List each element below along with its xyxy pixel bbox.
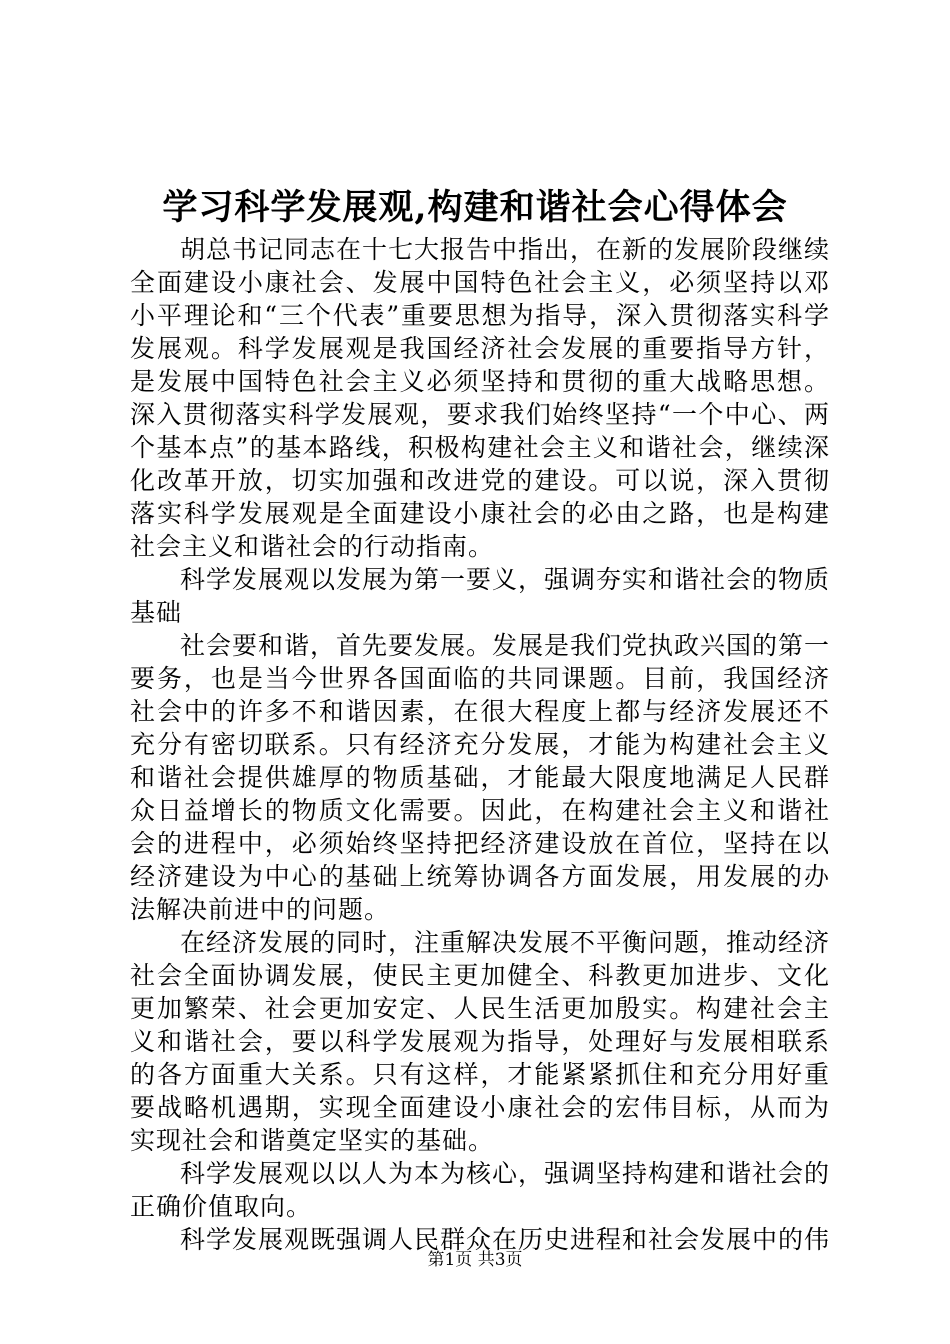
document-title: 学习科学发展观,构建和谐社会心得体会 (162, 187, 788, 228)
paragraph: 科学发展观既强调人民群众在历史进程和社会发展中的伟 (180, 1225, 831, 1254)
page-footer: 第1页 共3页 (427, 1250, 523, 1270)
paragraph: 在经济发展的同时，注重解决发展不平衡问题，推动经济社会全面协调发展，使民主更加健全、科教更加进步、文化更加繁荣、社会更加安定、人民生活更加殷实。构建社会主义和谐社会，要以科学发展观为指导，处理好与发展相联系的各方面重大关系。只有这样，才能紧紧抓住和充分用好重要战略机遇期，实现全面建设小康社会的宏伟目标，从而为实现社会和谐奠定坚实的基础。 (130, 928, 831, 1155)
paragraph: 胡总书记同志在十七大报告中指出，在新的发展阶段继续全面建设小康社会、发展中国特色社会主义，必须坚持以邓小平理论和“三个代表”重要思想为指导，深入贯彻落实科学发展观。科学发展观是我国经济社会发展的重要指导方针，是发展中国特色社会主义必须坚持和贯彻的重大战略思想。深入贯彻落实科学发展观，要求我们始终坚持“一个中心、两个基本点”的基本路线，积极构建社会主义和谐社会，继续深化改革开放，切实加强和改进党的建设。可以说，深入贯彻落实科学发展观是全面建设小康社会的必由之路，也是构建社会主义和谐社会的行动指南。 (130, 235, 831, 561)
section-heading: 科学发展观以发展为第一要义，强调夯实和谐社会的物质基础 (130, 565, 831, 627)
document-body (130, 233, 830, 1256)
paragraph: 社会要和谐，首先要发展。发展是我们党执政兴国的第一要务，也是当今世界各国面临的共同课题。目前，我国经济社会中的许多不和谐因素，在很大程度上都与经济发展还不充分有密切联系。只有经济充分发展，才能为构建社会主义和谐社会提供雄厚的物质基础，才能最大限度地满足人民群众日益增长的物质文化需要。因此，在构建社会主义和谐社会的进程中，必须始终坚持把经济建设放在首位，坚持在以经济建设为中心的基础上统筹协调各方面发展，用发展的办法解决前进中的问题。 (130, 631, 831, 924)
section-heading: 科学发展观以以人为本为核心，强调坚持构建和谐社会的正确价值取向。 (130, 1159, 831, 1221)
